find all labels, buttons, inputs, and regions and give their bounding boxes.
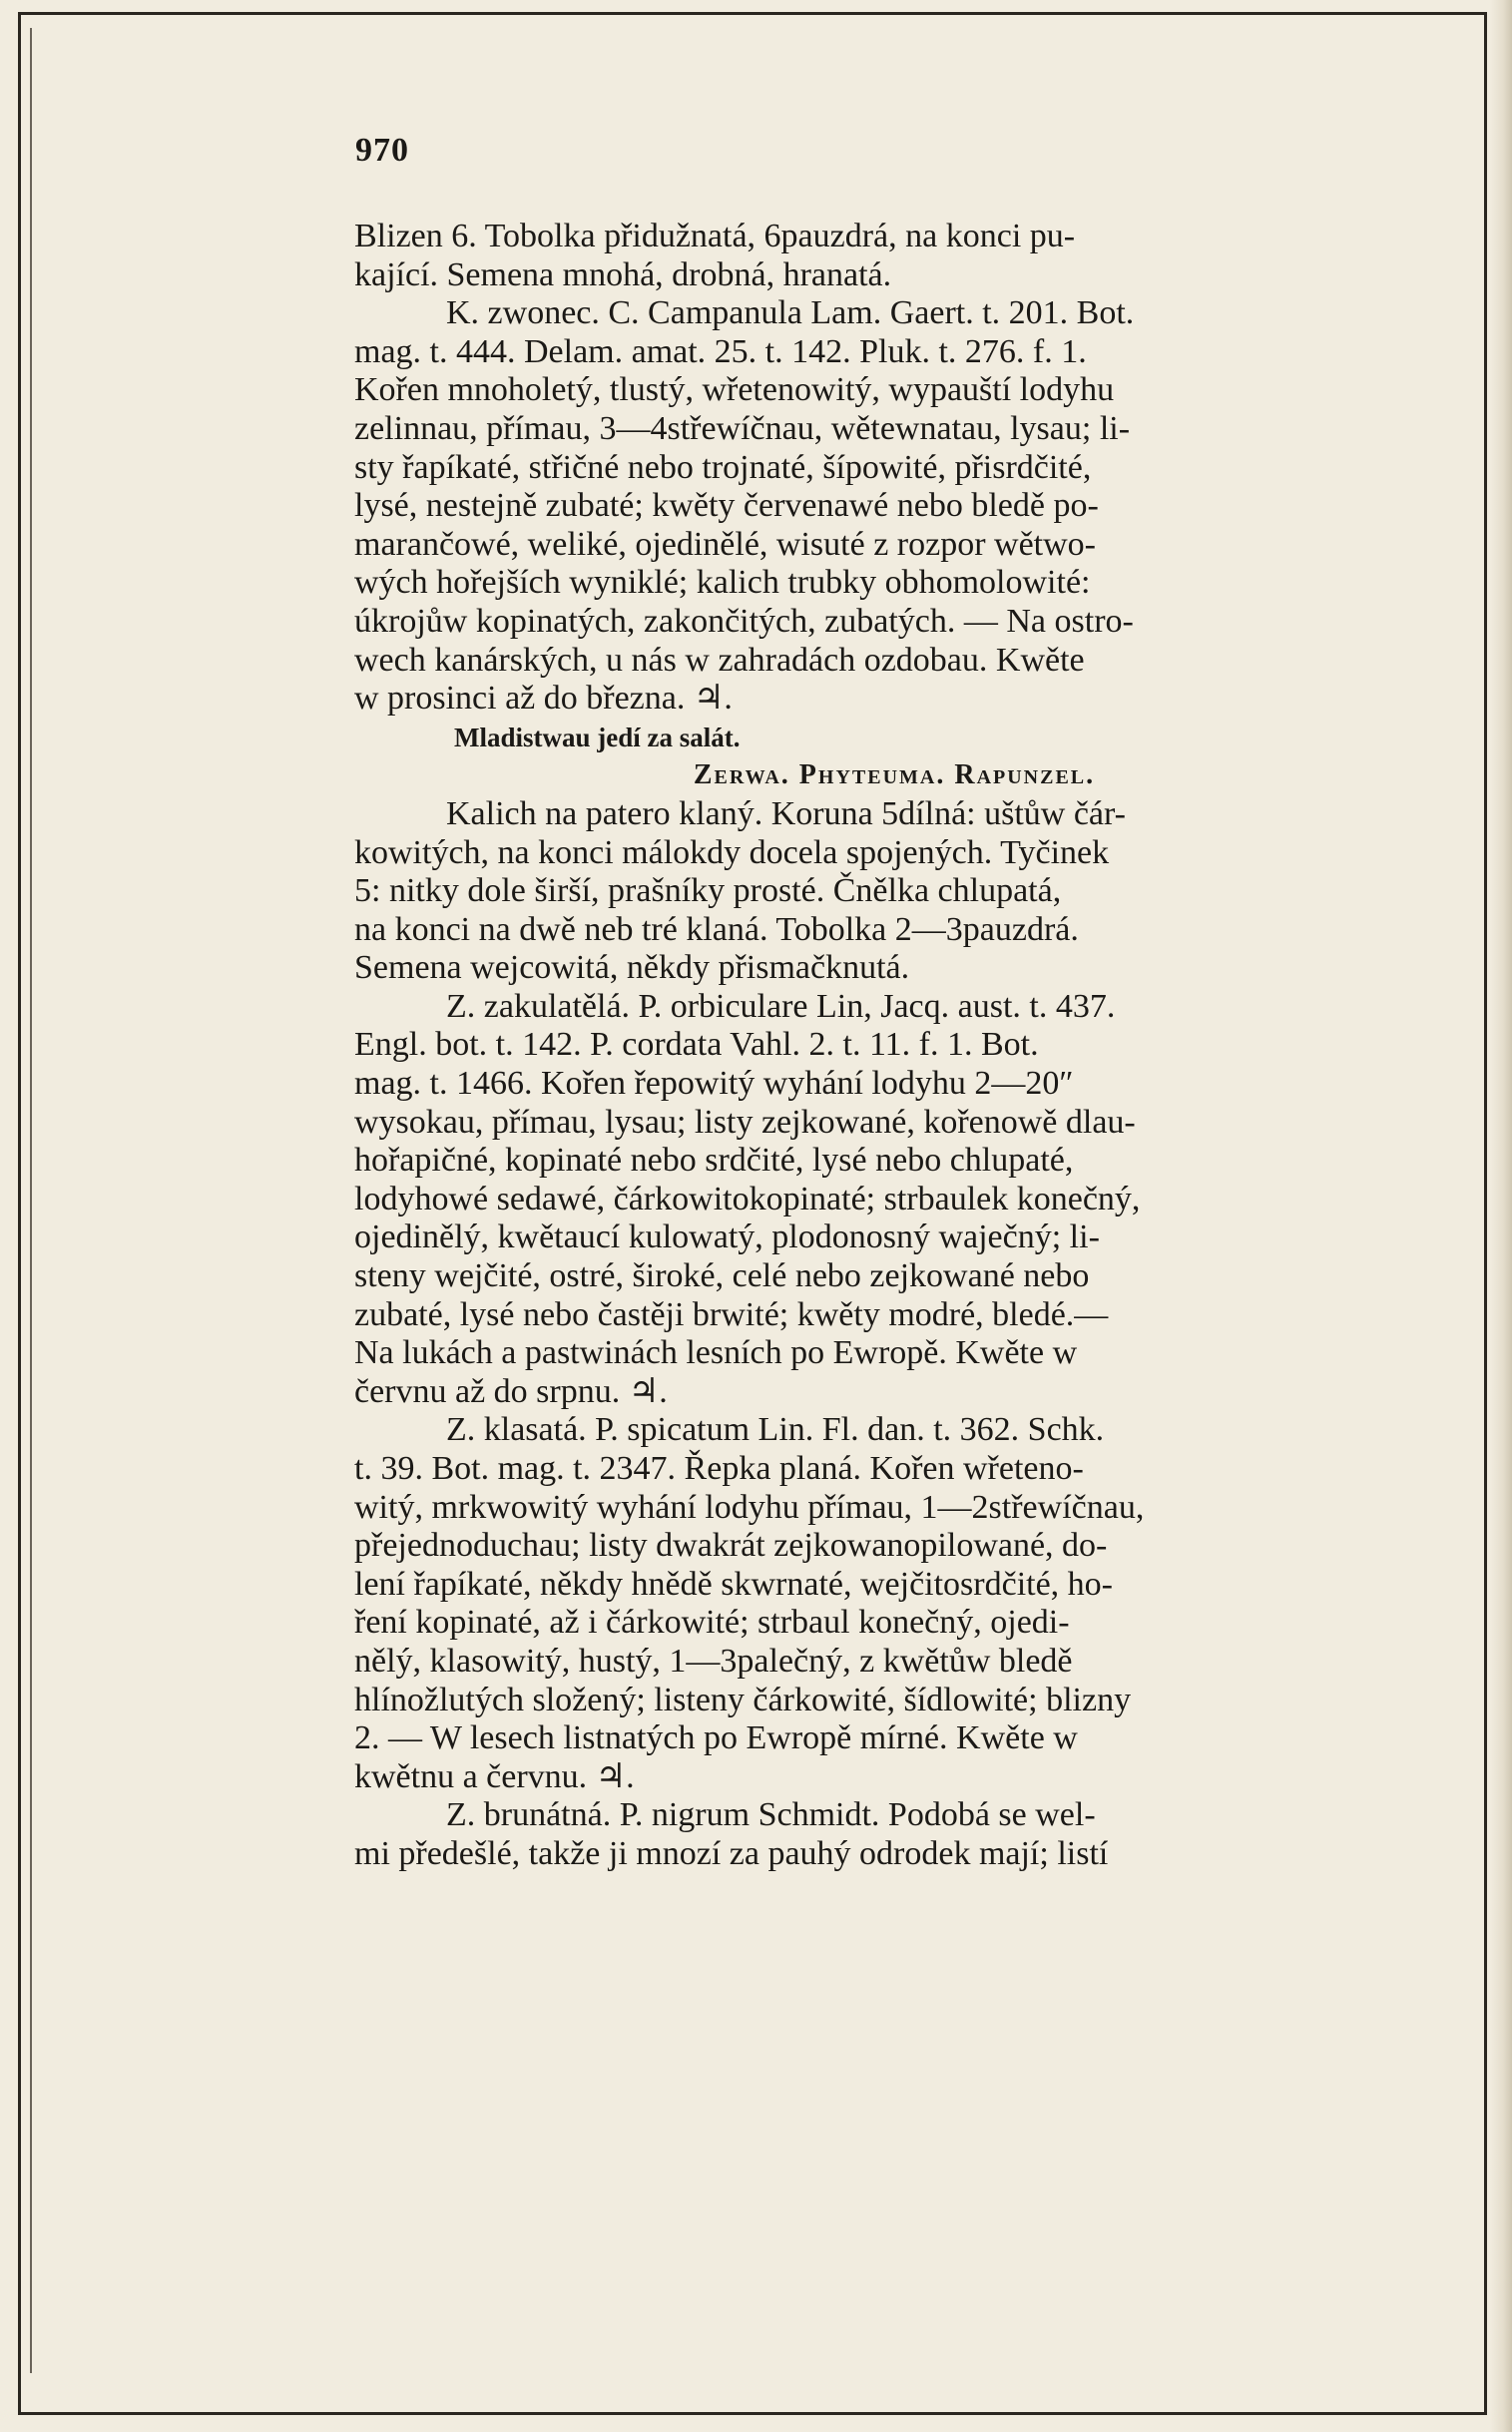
text-line: nělý, klasowitý, hustý, 1—3palečný, z kwětůw bledě <box>354 1642 1073 1680</box>
text-line: wysokau, přímau, lysau; listy zejkowané, kořenowě dlau- <box>354 1103 1136 1141</box>
text-line: hlínožlutých složený; listeny čárkowité, šídlowité; blizny <box>354 1681 1132 1718</box>
text-line: hořapičné, kopinaté nebo srdčité, lysé nebo chlupaté, <box>354 1142 1074 1180</box>
text-line: wech kanárských, u nás w zahradách ozdobau. Kwěte <box>354 641 1085 679</box>
page-edge <box>1490 0 1512 2432</box>
text-line: t. 39. Bot. mag. t. 2347. Řepka planá. Kořen wřeteno- <box>354 1450 1084 1487</box>
text-line: mag. t. 1466. Kořen řepowitý wyhání lodyhu 2—20″ <box>354 1065 1074 1103</box>
text-line: sty řapíkaté, střičné nebo trojnaté, šípowité, přisrdčité, <box>354 448 1092 486</box>
text-line: w prosinci až do března. ♃. <box>354 680 733 718</box>
species-entry-brunatna: Z. brunátná. P. nigrum Schmidt. Podobá se wel- <box>446 1796 1096 1834</box>
text-line: Blizen 6. Tobolka přidužnatá, 6pauzdrá, na konci pu- <box>354 218 1076 254</box>
text-line: ojedinělý, kwětaucí kulowatý, plodonosný waječný; li- <box>354 1218 1100 1256</box>
species-entry-klasata: Z. klasatá. P. spicatum Lin. Fl. dan. t. 362. Schk. <box>446 1411 1105 1449</box>
text-line: lení řapíkaté, někdy hnědě skwrnaté, wejčitosrdčité, ho- <box>354 1565 1114 1603</box>
text-line: steny wejčité, ostré, široké, celé nebo zejkowané nebo <box>354 1257 1090 1295</box>
text-line: mi předešlé, takže ji mnozí za pauhý odrodek mají; listí <box>354 1834 1109 1872</box>
page-text <box>354 218 1434 1874</box>
text-line: zelinnau, přímau, 3—4střewíčnau, wětewnatau, lysau; li- <box>354 409 1131 447</box>
text-line: lysé, nestejně zubaté; kwěty červenawé nebo bledě po- <box>354 487 1099 525</box>
text-line: ření kopinaté, až i čárkowité; strbaul konečný, ojedi- <box>354 1604 1070 1642</box>
text-line: marančowé, weliké, ojedinělé, wisuté z rozpor wětwo- <box>354 525 1096 563</box>
text-line: lodyhowé sedawé, čárkowitokopinaté; strbaulek konečný, <box>354 1180 1141 1217</box>
text-line: Na lukách a pastwinách lesních po Ewropě. Kwěte w <box>354 1334 1078 1372</box>
text-line: na konci na dwě neb tré klaná. Tobolka 2—3pauzdrá. <box>354 910 1079 948</box>
page-number: 970 <box>355 132 409 169</box>
text-line: Engl. bot. t. 142. P. cordata Vahl. 2. t. 11. f. 1. Bot. <box>354 1026 1039 1064</box>
note-line: Mladistwau jedí za salát. <box>454 722 741 752</box>
species-entry-zwonec: K. zwonec. C. Campanula Lam. Gaert. t. 201. Bot. <box>446 294 1135 332</box>
text-line: mag. t. 444. Delam. amat. 25. t. 142. Pluk. t. 276. f. 1. <box>354 332 1087 370</box>
genus-heading: Zerwa. Phyteuma. Rapunzel. <box>693 759 1096 791</box>
text-line: witý, mrkwowitý wyhání lodyhu přímau, 1—2střewíčnau, <box>354 1488 1145 1526</box>
text-line: wých hořejších wyniklé; kalich trubky obhomolowité: <box>354 564 1091 602</box>
text-line: 5: nitky dole širší, prašníky prosté. Čnělka chlupatá, <box>354 872 1062 910</box>
species-entry-zakulatela: Z. zakulatělá. P. orbiculare Lin, Jacq. aust. t. 437. <box>446 987 1116 1025</box>
text-line: přejednoduchau; listy dwakrát zejkowanopilowané, do- <box>354 1527 1108 1565</box>
text-line: kající. Semena mnohá, drobná, hranatá. <box>354 255 892 293</box>
text-line: 2. — W lesech listnatých po Ewropě mírné. Kwěte w <box>354 1719 1078 1757</box>
text-line: zubaté, lysé nebo častěji brwité; kwěty modré, bledé.— <box>354 1295 1109 1333</box>
text-line: Semena wejcowitá, někdy přismačknutá. <box>354 949 910 987</box>
genus-description: Kalich na patero klaný. Koruna 5dílná: uštůw čár- <box>446 794 1126 832</box>
text-line: úkrojůw kopinatých, zakončitých, zubatých. — Na ostro- <box>354 602 1134 640</box>
text-line: Kořen mnoholetý, tlustý, wřetenowitý, wypauští lodyhu <box>354 371 1115 409</box>
text-line: kwětnu a červnu. ♃. <box>354 1757 635 1795</box>
text-line: červnu až do srpnu. ♃. <box>354 1372 668 1410</box>
text-line: kowitých, na konci málokdy docela spojených. Tyčinek <box>354 833 1110 871</box>
